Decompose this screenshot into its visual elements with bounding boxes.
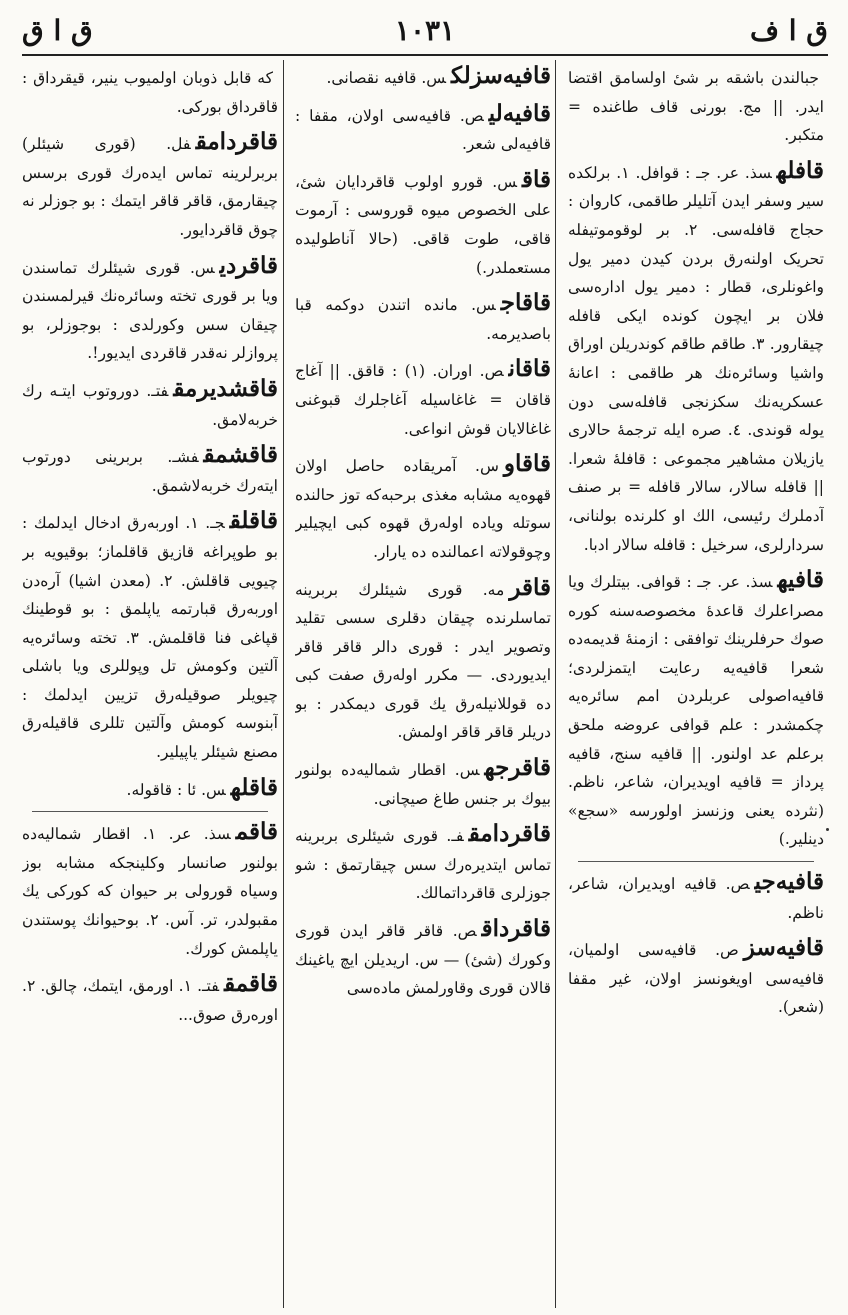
dictionary-entry [22, 774, 278, 805]
dictionary-entry [22, 970, 278, 1029]
entry-definition: س. مانده اتندن دوکمه قبا باصدیرمه. [295, 296, 551, 343]
entry-definition: فتـ. ١. اورمق، ایتمك، چالق. ٢. اوره‌رق صوق... [22, 977, 278, 1024]
column-right [568, 62, 824, 1302]
entry-headword: قاقاو [503, 450, 551, 478]
entry-definition: جبالندن باشقه بر شیٔ اولسامق اقتضا ایدر. || مج. بورنی قاف طاغنده = متکبر. [568, 69, 824, 145]
dictionary-entry [295, 820, 551, 908]
header-rule [22, 54, 828, 56]
dictionary-entry [568, 157, 824, 559]
entry-definition: ص. قافیه‌سی اولان، مقفا : قافیه‌لی شعر. [295, 106, 551, 154]
dictionary-entry [295, 289, 551, 348]
dictionary-entry [295, 450, 551, 566]
entry-definition: سذ. عر. جـ : قوافل. ١. برلکده سیر وسفر ایدن آتلیلر طاقمی، کاروان : حجاج قافله‌سی. ٢. بر لوقوموتیفله تحریک اولنه‌رق بردن کیدن دمیر یول واغونلری، قطار : دمیر یول اداره‌سی فلان بر ایچون کونده ایکی قافله چیقارور. ٣. طاقم طاقم کوندریلن اوراق واشیا وسائره‌نك هر طاقمی : اعانهٔ عسکریه‌نك سکزنجی قافله‌سی دون یوله قوندی. ٤. صره ایله ترجمهٔ حالاری یازیلان مشاهیر مجموعی : قافلهٔ شعرا. || قافله سالار، سالار قافله = بر صنف آدملرك رئیسی، الك او کلرنده بولنانی، سردارلری، سرخیل : قافله سالار ادبا. [568, 163, 824, 554]
entry-headword: قاقان [508, 355, 551, 383]
entry-definition: فشـ. بربرینی دورتوب ایته‌رك خربه‌لاشمق. [22, 448, 278, 495]
column-middle [295, 62, 551, 1302]
column-divider [283, 60, 284, 1308]
entry-headword: قاقر [509, 573, 551, 601]
entry-headword: قاقلق [229, 507, 278, 535]
dictionary-entry [295, 355, 551, 443]
dictionary-entry [22, 128, 278, 244]
entry-definition: ص. اوران. (١) : قاقق. || آغاج قاقان = غاغاسیله آغاجلرك قبوغنی غاغالایان قوش انواعی. [295, 362, 551, 438]
entry-headword: قاقردی [219, 251, 278, 279]
dictionary-entry [22, 441, 278, 500]
entry-definition: سذ. عر. جـ : قوافی. بیتلرك ویا مصراعلرك قاعدهٔ مخصوصه‌سنه کوره صوك حرفلرینك توافقی : ازمنهٔ قدیمه‌ده شعرا قافیه‌یه رعایت ایتمزلردی؛ قافیه‌اصولی عربلردن امم سائره‌یه چکمشدر : علم قوافی عروضه ملحق برعلم عد اولنور. || قافیه سنج، قافیه پرداز = قافیه اویدیران، شاعر، ناظم. (نثرده یعنی وزنسز اولورسه «سجع» دینلیر.) [568, 573, 824, 849]
header-right-guide: ق ا ف [749, 14, 828, 47]
dictionary-entry [295, 915, 551, 1003]
dictionary-entry [568, 868, 824, 927]
entry-headword: قاقشمق [203, 441, 278, 469]
dictionary-entry [568, 566, 824, 854]
header-left-guide: ق ا ق [22, 14, 93, 47]
entry-headword: قاقرجه [484, 754, 551, 782]
entry-headword: قافیه‌سزلك [451, 62, 551, 89]
entry-definition: ص. قاقر قاقر ایدن قوری وکورك (شیٔ) — س. اریدیلن ایچ یاغینك قالان قوری وقاورلمش ماده‌سی [295, 922, 551, 998]
entry-definition: ص. قافیه‌سی اولمیان، قافیه‌سی اویغونسز اولان، غیر مقفا (شعر). [568, 941, 824, 1017]
entry-definition: س. قورو اولوب قاقردایان شیٔ، علی الخصوص میوه قوروسی : آرموت قاقی، طوت قاقی. (حالا آناطولیده مستعملدر.) [295, 172, 551, 277]
entry-headword: قافیه‌جی [754, 868, 824, 896]
entry-headword: قافیه‌سز [743, 934, 824, 962]
column-left [22, 62, 278, 1302]
entry-definition: س. ئا : قاقوله. [126, 780, 226, 799]
dictionary-entry [295, 574, 551, 748]
entry-definition: س. اقطار شمالیه‌ده بولنور بیوك بر جنس طاغ صیچانی. [295, 761, 551, 808]
entry-headword: قافله [776, 156, 824, 184]
entry-headword: قاقمق [224, 970, 278, 998]
entry-definition: جـ. ١. اوربه‌رق ادخال ایدلمك : بو طوپراغه قازیق قاقلماز؛ بوقیویه بر چیویی قاقلش. ٢. (معدن اشیا) آره‌دن اوربه‌رق قبارتمه یاپلمق : بو قوطینك قپاغی فنا قاقلمش. ٣. تخته وسائره‌یه آلتین وکومش تل وپوللری ویا باشلی چیویلر صوقیله‌رق تزیین ایدلمك : آبنوسه کومش وآلتین تللری قاقیله‌رق مصنع شیئلر یاپیلیر. [22, 514, 278, 762]
dictionary-entry [22, 62, 278, 121]
entry-definition: فل. (قوری شیئلر) بربرلرینه تماس ایده‌رك قوری برسس چیقارمق، قاقر قاقر ایتمك : بو جوزلر نه چوق قاقردایور. [22, 135, 278, 239]
dictionary-entry [295, 100, 551, 159]
entry-separator [578, 861, 814, 862]
entry-headword: قاقم [235, 818, 278, 846]
entry-headword: قاقردامق [195, 128, 278, 156]
dictionary-entry [22, 252, 278, 368]
entry-definition: س. آمریقاده حاصل اولان قهوه‌یه مشابه مغذی برحبه‌که توز حالنده سوتله ویاده اوله‌رق قهوه کبی ایچیلیر وچوقولاته اعمالنده ده یارار. [295, 457, 551, 561]
entry-definition: س. قوری شیئلرك تماسندن ویا بر قوری تخته وسائره‌نك قیرلمسندن چیقان سس وکورلدی : بوجوزلر، بو پروازلر نه‌قدر قاقردی ایدیور!. [22, 258, 278, 363]
entry-definition: که قابل ذوبان اولمیوب ینیر، قیقرداق : قاقرداق بورکی. [22, 69, 278, 116]
entry-headword: قاقله [230, 773, 278, 801]
margin-mark [826, 828, 829, 831]
entry-definition: فتـ. دوروتوب ایتـه رك خربه‌لامق. [22, 381, 278, 429]
dictionary-entry [22, 375, 278, 434]
entry-headword: قاقردامق [468, 820, 551, 848]
dictionary-entry [295, 754, 551, 813]
entry-headword: قاق [522, 165, 551, 193]
page-header [22, 6, 828, 54]
entry-headword: قاقشدیرمق [173, 374, 278, 402]
dictionary-entry [295, 62, 551, 93]
entry-headword: قافیه‌لی [488, 99, 551, 127]
entry-definition: ص. قافیه اویدیران، شاعر، ناظم. [568, 875, 824, 922]
dictionary-entry [568, 934, 824, 1022]
entry-headword: قاقرداق [481, 915, 551, 943]
entry-headword: قاقاج [500, 289, 551, 317]
entry-definition: س. قافیه نقصانی. [326, 69, 447, 87]
entry-separator [32, 811, 268, 812]
entry-headword: قافیه [777, 566, 824, 594]
dictionary-entry [22, 818, 278, 963]
entry-definition: مه. قوری شیئلرك بربرینه تماسلرنده چیقان دقلری سسی تقلید وتصویر ایدر : قوری دالر قاقر قاقر ایدیوردی. — مکرر اوله‌رق صفت کبی ده قوللانیله‌رق یك قوری دیمکدر : بو دریلر قاقر قاقر اولمش. [295, 580, 551, 742]
page-number: ١٠٣١ [394, 14, 456, 47]
entry-definition: سذ. عر. ١. اقطار شمالیه‌ده بولنور صانسار وکلینجکه مشابه بوز وسیاه قورولی بر حیوان که کورکی یك مقبولدر، تر. آس. ٢. بوحیوانك پوستندن یاپلمش کورك. [22, 825, 278, 958]
dictionary-entry [568, 62, 824, 150]
dictionary-entry [295, 166, 551, 282]
column-divider [555, 60, 556, 1308]
entry-definition: فـ. قوری شیئلری بربرینه تماس ایتدیره‌رك سس چیقارتمق : شو جوزلری قاقرداتمالك. [295, 827, 551, 903]
dictionary-entry [22, 507, 278, 766]
